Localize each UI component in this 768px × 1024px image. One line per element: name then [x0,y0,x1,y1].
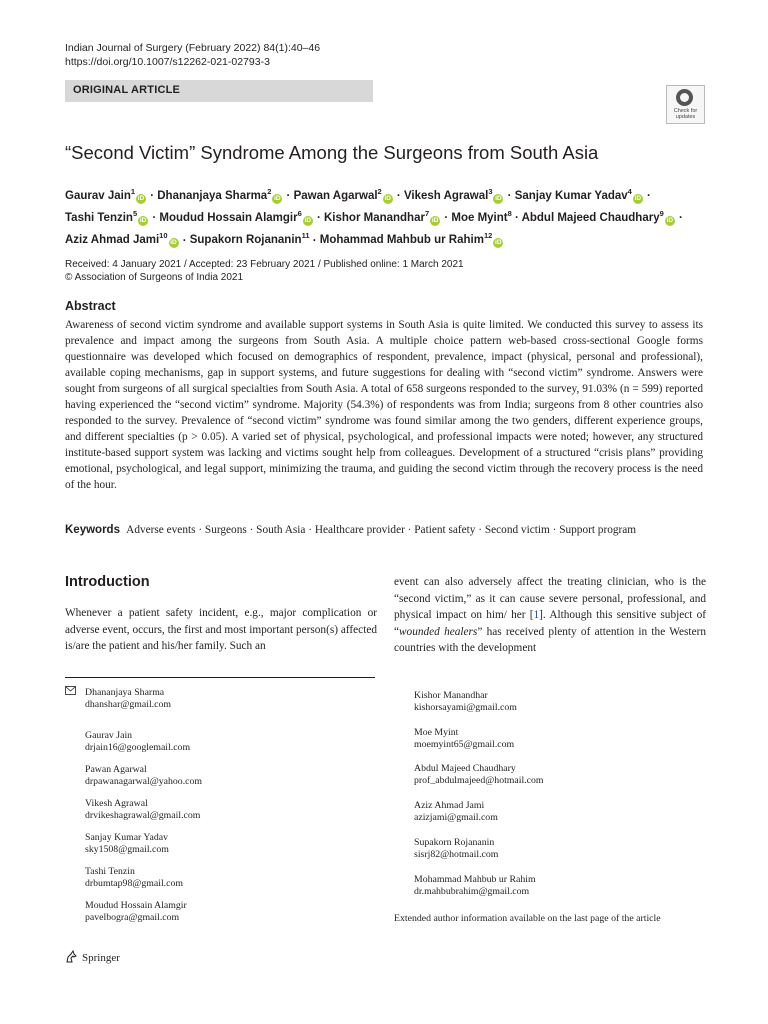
dates-line: Received: 4 January 2021 / Accepted: 23 February 2021 / Published online: 1 March 2021 [65,259,464,270]
author-name: Vikesh Agrawal [403,189,489,202]
article-type-label: ORIGINAL ARTICLE [73,84,181,96]
intro-text: ” has received plenty of attention in the Western countries with the development [394,625,706,654]
abstract-heading: Abstract [65,299,116,313]
contact-email[interactable]: drjain16@googlemail.com [85,742,191,753]
contact-name: Abdul Majeed Chaudhary [414,763,516,774]
citation-link[interactable]: 1 [533,609,540,621]
contact-email[interactable]: drpawanagarwal@yahoo.com [85,776,203,787]
introduction-heading: Introduction [65,574,150,590]
author-name: Dhananjaya Sharma [157,189,268,202]
article-title: “Second Victim” Syndrome Among the Surgeons from South Asia [65,142,599,163]
copyright-line: © Association of Surgeons of India 2021 [65,272,244,283]
author-contact [414,800,498,824]
bookmark-icon [676,89,693,106]
author-name: Kishor Manandhar [324,212,425,225]
orcid-icon[interactable]: iD [170,239,177,247]
orcid-icon[interactable]: iD [495,194,502,202]
author[interactable] [521,209,676,225]
contact-email[interactable]: kishorsayami@gmail.com [414,702,517,713]
intro-italic: wounded healers [399,625,478,638]
affiliation-number: 5 [132,209,138,219]
author-name: Sanjay Kumar Yadav [514,189,628,202]
contact-email[interactable]: prof_abdulmajeed@hotmail.com [414,775,544,786]
contact-name: Supakorn Rojananin [414,837,495,848]
orcid-icon[interactable]: iD [304,217,312,225]
author-name: Aziz Ahmad Jami [65,234,160,247]
intro-column-1: Whenever a patient safety incident, e.g., major complication or adverse event, occurs, the first and most important person(s) affected is/are the patient and his/her family. Such an [65,607,377,652]
author[interactable] [157,187,283,202]
contact-name: Sanjay Kumar Yadav [85,832,168,843]
author[interactable] [514,187,644,202]
author-contact [85,764,202,788]
author-name: Supakorn Rojananin [189,234,302,247]
author-contact [414,837,498,861]
journal-line: Indian Journal of Surgery (February 2022) 84(1):40–46 [65,42,321,54]
contact-email[interactable]: pavelbogra@gmail.com [85,912,180,923]
author-contact [85,730,190,754]
orcid-icon[interactable]: iD [495,239,502,247]
keywords [65,524,636,536]
orcid-icon[interactable]: iD [634,194,642,202]
affiliation-number: 11 [301,231,310,241]
author-contact [414,874,536,898]
affiliation-number: 9 [659,209,664,219]
contact-email[interactable]: sisrj82@hotmail.com [414,849,499,860]
contact-name: Tashi Tenzin [85,866,135,877]
intro-text: event can also adversely affect the treating clinician, who is the “second victim,” as it can cause severe personal, professional, and physical impact on him/ her [ [394,576,706,621]
affiliation-number: 3 [488,187,493,196]
contact-email[interactable]: azizjami@gmail.com [414,812,498,823]
affiliation-number: 7 [424,209,430,219]
author-contact [85,866,183,890]
author[interactable] [65,187,147,202]
contact-name: Aziz Ahmad Jami [414,800,485,811]
author[interactable] [159,209,313,225]
author[interactable] [65,209,149,225]
affiliation-number: 2 [267,187,272,196]
affiliation-number: 10 [159,231,168,241]
affiliation-number: 1 [130,187,136,196]
doi-link[interactable]: https://doi.org/10.1007/s12262-021-02793-3 [65,56,270,68]
contact-name: Dhananjaya Sharma [85,687,165,698]
author-name: Mohammad Mahbub ur Rahim [319,234,484,247]
contact-email[interactable]: dr.mahbubrahim@gmail.com [414,886,530,897]
author-name: Abdul Majeed Chaudhary [521,212,660,225]
contact-email[interactable]: moemyint65@gmail.com [414,739,515,750]
author[interactable] [293,187,394,202]
contact-name: Moe Myint [414,727,459,738]
affiliation-number: 8 [507,209,512,219]
footnote-divider [65,677,375,678]
abstract-text: Awareness of second victim syndrome and available support systems in South Asia is quite limited. We conducted this survey to assess its prevalence and impact among the surgeons from South Asia. A multiple choice pattern web-based cross-sectional Google forms questionnaire was developed which focused on demographics of respondent, prevalence, impact (physical, personal and professional), available coping mechanisms, gap in support systems, and future suggestions for dealing with “second victim” syndrome. Answers were sought from surgeons of all surgical specialties from South Asia. A total of 658 surgeons responded to the survey, 91.03% (n = 599) reported having experienced the “second victim” syndrome. Majority (54.3%) of respondents was from India; surgeons from 8 other countries also responded to the survey. Prevalence of “second victim” syndrome was found similar among the two genders, different experience groups, and different specialties (p > 0.05). A varied set of physical, psychological, and professional impacts were noted; however, any structured institute-based support system was lacking and victims sought help from colleagues. Development of a structured “crisis plans” providing emotional, psychological, and legal support, minimizing the trauma, and guiding the second victim through the recovery process is the need of the hour. [65,319,703,491]
orcid-icon[interactable]: iD [384,194,391,202]
article-type-bar [65,80,373,102]
affiliation-number: 12 [483,231,493,241]
publisher-name: Springer [82,952,120,964]
author-name: Moe Myint [451,212,508,225]
orcid-icon[interactable]: iD [666,217,674,225]
contact-email[interactable]: drvikeshagrawal@gmail.com [85,810,201,821]
keywords-text: Adverse events · Surgeons · South Asia · Healthcare provider · Patient safety · Second victim · Support program [126,524,637,536]
springer-horse-icon [65,950,78,963]
affiliation-number: 2 [377,187,382,196]
orcid-icon[interactable]: iD [274,194,281,202]
author[interactable] [65,231,180,247]
author[interactable] [319,231,505,247]
contact-name: Moudud Hossain Alamgir [85,900,187,911]
contact-email[interactable]: dhanshar@gmail.com [85,699,172,710]
publication-dates [65,258,464,284]
orcid-icon[interactable]: iD [137,194,145,202]
author-contact [414,763,544,787]
envelope-icon [65,686,76,698]
contact-name: Vikesh Agrawal [85,798,148,809]
author-contact [85,687,171,711]
contact-email[interactable]: drbumtap98@gmail.com [85,878,183,889]
author-contact [414,690,517,714]
orcid-icon[interactable]: iD [139,217,147,225]
contact-name: Pawan Agarwal [85,764,147,775]
check-for-updates-badge[interactable] [666,85,705,124]
journal-citation [65,41,320,69]
keywords-label: Keywords [65,524,120,536]
author-list: Gaurav Jain$^1$iD · Dhananjaya Sharma$^2$iD · Pawan Agarwal$^2$iD · Vikesh Agrawal$^3$iD · Sanjay Kumar Yadav$^4$iD · Tashi Tenzin$^5$iD · Moudud Hossain Alamgir$^6$iD · Kishor Manandhar$^7$iD · Moe Myint$^8$ · Abdul Majeed Chaudhary$^9$iD · Aziz Ahmad Jami$^{10}$iD · Supakorn Rojananin$^{11}$ · Mohammad Mahbub ur Rahim$^{12}$iD [65,187,683,247]
affiliation-number: 6 [297,209,302,219]
author-contact [85,798,200,822]
extended-info-note: Extended author information available on the last page of the article [394,913,661,924]
contact-name: Mohammad Mahbub ur Rahim [414,874,536,885]
intro-column-2 [394,574,706,657]
author-contact [85,832,169,856]
check-updates-label: Check for updates [673,108,698,120]
author-name: Moudud Hossain Alamgir [159,212,298,225]
author-name: Pawan Agarwal [293,189,378,202]
contact-name: Gaurav Jain [85,730,133,741]
author-name: Tashi Tenzin [65,212,133,225]
author[interactable] [189,231,310,247]
affiliation-number: 4 [627,187,632,196]
intro-text: ]. Although this sensitive subject of “ [394,609,706,638]
publisher-logo [65,950,120,964]
author-contact [414,727,514,751]
author[interactable] [324,209,441,225]
author-contact [85,900,187,924]
author[interactable] [403,187,505,202]
author[interactable] [451,209,512,225]
contact-email[interactable]: sky1508@gmail.com [85,844,169,855]
orcid-icon[interactable]: iD [431,217,439,225]
contact-name: Kishor Manandhar [414,690,488,701]
author-name: Gaurav Jain [65,189,131,202]
